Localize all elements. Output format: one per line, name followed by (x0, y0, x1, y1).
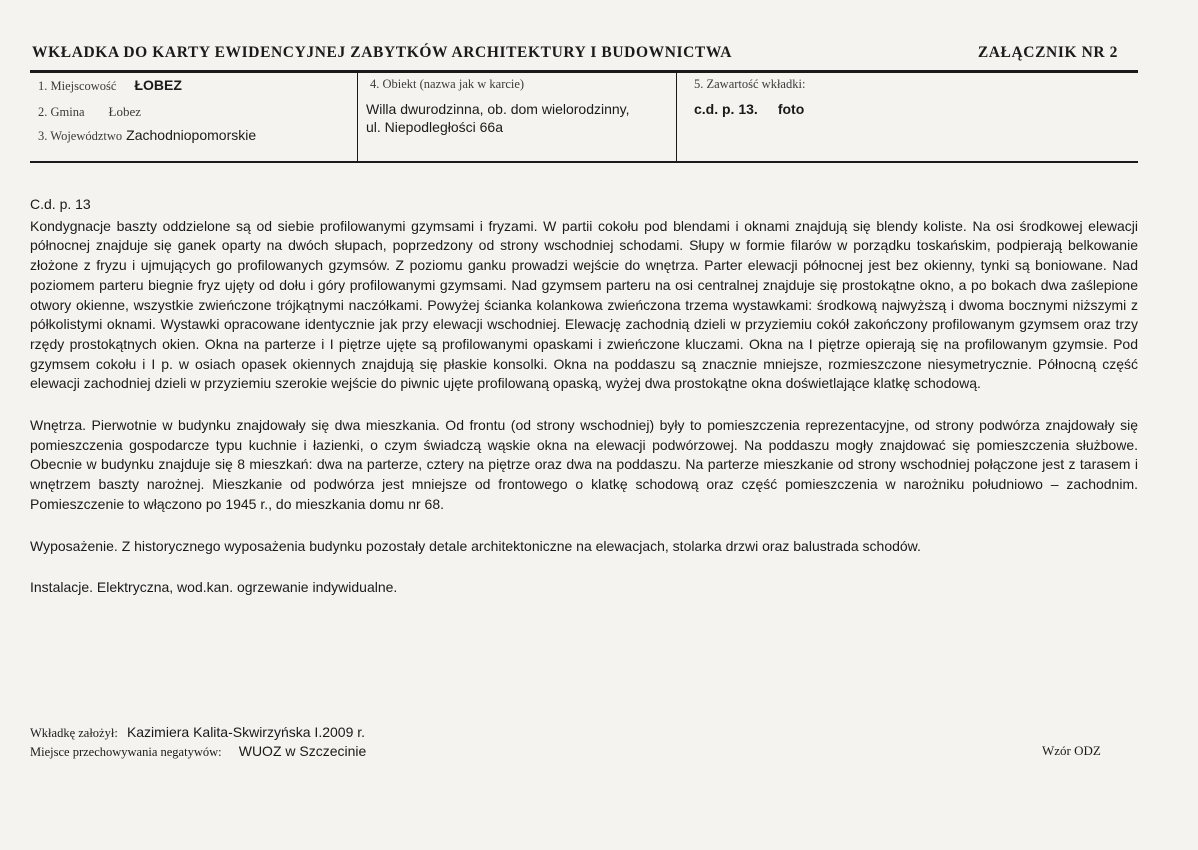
locality-label: 1. Miejscowość (38, 79, 117, 93)
main-text (30, 195, 1138, 620)
location-column (30, 73, 358, 161)
author-row (30, 724, 365, 741)
header-fields-table (30, 70, 1138, 163)
storage-label: Miejsce przechowywania negatywów: (30, 745, 222, 759)
commune-value: Łobez (108, 104, 142, 119)
interiors-paragraph: Wnętrza. Pierwotnie w budynku znajdowały się dwa mieszkania. Od frontu (od strony wschodniej) były to pomieszczenia reprezentacyjne, od strony podwórza znajdowały się pomieszczenia gospodarcze typu kuchnie i łazienki, o czym świadczą wąskie okna na elewacji podwórzowej. Na poddaszu mogły znajdować się pomieszczenia służbowe. Obecnie w budynku znajduje się 8 mieszkań: dwa na parterze, cztery na piętrze oraz dwa na poddaszu. Na parterze mieszkanie od strony wschodniej połączone jest z tarasem i wnętrzem baszty narożnej. Mieszkanie od podwórza jest mniejsze od frontowego o klatkę schodową oraz część pomieszczenia w narożniku południowo – zachodnim. Pomieszczenie to włączono po 1945 r., do mieszkania domu nr 68. (30, 417, 1138, 512)
description-paragraph: Kondygnacje baszty oddzielone są od siebie profilowanymi gzymsami i fryzami. W partii cokołu pod blendami i oknami znajdują się blendy koliste. Na osi środkowej elewacji północnej znajduje się ganek oparty na dwóch słupach, poprzedzony od strony wschodniej schodami. Słupy w formie filarów w porządku toskańskim, podpierają belkowanie złożone z fryzu i ujmujących go profilowanych gzymsów. Z poziomu ganku prowadzi wejście do wnętrza. Parter elewacji północnej jest bez okienny, tynki są boniowane. Nad poziomem parteru biegnie fryz ujęty od dołu i góry profilowanymi gzymsami. Nad gzymsem parteru na osi centralnej znajduje się prostokątne okno, a po bokach dwa zaślepione otwory okienne, wszystkie zwieńczone trójkątnymi naczółkami. Powyżej ścianka kolankowa zwieńczona trzema wystawkami: środkową najwyższą i dwoma bocznymi niższymi z półkolistymi oknami. Wystawki opracowane identycznie jak przy elewacji wschodniej. Elewację zachodnią dzieli w przyziemiu cokół zakończony profilowanym gzymsem oraz trzy rzędy prostokątnych okien. Okna na parterze i I piętrze ujęte są profilowanymi opaskami i zwieńczone kluczami. Okna na I piętrze opierają się na profilowanym gzymsie. Pod gzymsem cokołu i I p. w osiach opasek okiennych znajdują się płaskie konsolki. Okna na poddaszu są znacznie mniejsze, rozmieszczone niesymetrycznie. Północną część elewacji zachodniej dzieli w przyziemiu szerokie wejście do piwnic ujęte profilowaną opaską, wyżej dwa prostokątne okna doświetlające klatkę schodową. (30, 217, 1138, 392)
object-name-line1: Willa dwurodzinna, ob. dom wielorodzinny, (366, 101, 630, 117)
locality-row (38, 77, 182, 95)
contents-column (678, 73, 1138, 161)
commune-label: 2. Gmina (38, 105, 85, 119)
document-title: WKŁADKA DO KARTY EWIDENCYJNEJ ZABYTKÓW ARCHITEKTURY I BUDOWNICTWA (32, 44, 733, 61)
object-label: 4. Obiekt (nazwa jak w karcie) (370, 77, 525, 91)
equipment-paragraph: Wyposażenie. Z historycznego wyposażenia budynku pozostały detale architektoniczne na elewacjach, stolarka drzwi oraz balustrada schodów. (30, 537, 921, 554)
installations-paragraph: Instalacje. Elektryczna, wod.kan. ogrzewanie indywidualne. (30, 579, 398, 596)
contents-label: 5. Zawartość wkładki: (694, 77, 806, 91)
author-label: Wkładkę założył: (30, 726, 118, 740)
locality-value: ŁOBEZ (134, 77, 182, 93)
storage-value: WUOZ w Szczecinie (238, 743, 367, 759)
author-value: Kazimiera Kalita-Skwirzyńska I.2009 r. (126, 724, 366, 740)
template-code: Wzór ODZ (1042, 743, 1101, 758)
province-label: 3. Województwo (38, 129, 123, 143)
annex-number: ZAŁĄCZNIK NR 2 (977, 44, 1118, 61)
contents-photo: foto (777, 101, 805, 117)
commune-row (38, 103, 141, 121)
continuation-heading: C.d. p. 13 (30, 196, 91, 212)
contents-row (694, 101, 804, 119)
province-row (38, 127, 256, 145)
province-value: Zachodniopomorskie (126, 127, 257, 143)
object-column (358, 73, 677, 161)
object-name-line2: ul. Niepodległości 66a (366, 119, 503, 135)
storage-row (30, 743, 366, 760)
contents-value: c.d. p. 13. (694, 101, 758, 117)
